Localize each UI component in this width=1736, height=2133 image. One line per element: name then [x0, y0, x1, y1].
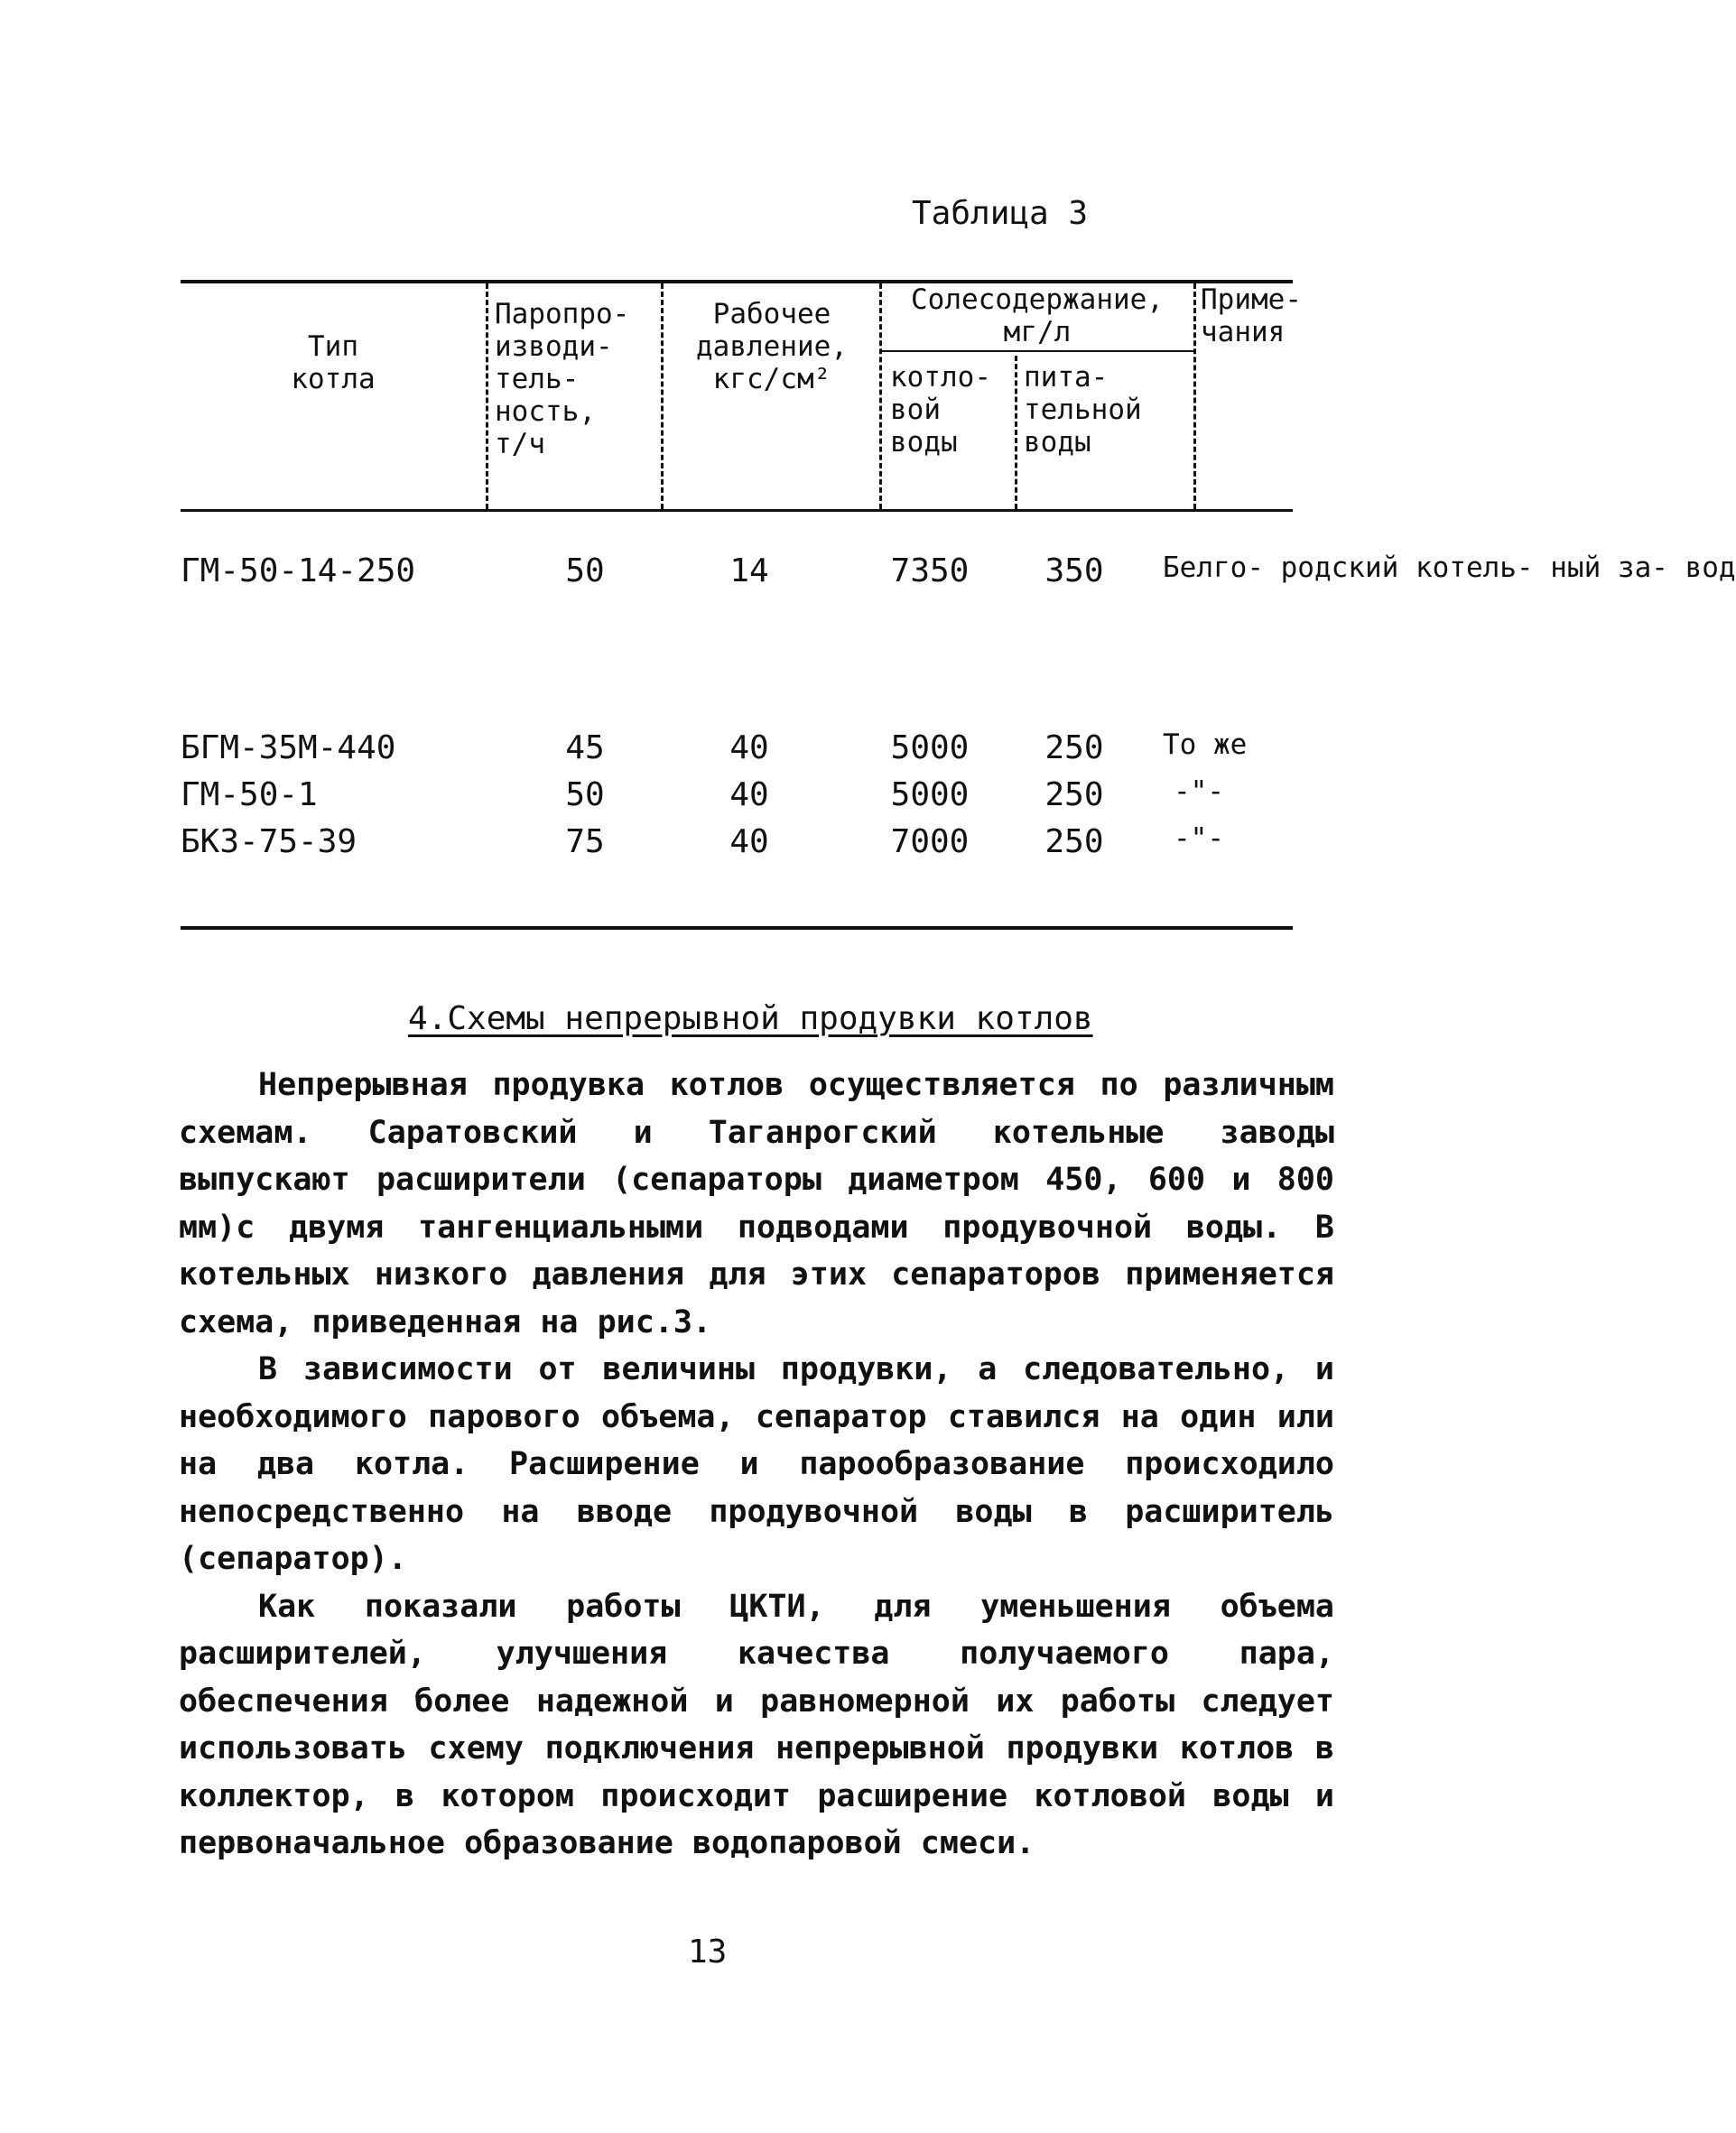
- cell-note: Белго- родский котель- ный за- вод: [1163, 552, 1736, 584]
- table-row: [181, 823, 1293, 865]
- cell-note: То же: [1163, 728, 1248, 761]
- cell-feed-water: 350: [1044, 552, 1104, 589]
- cell-boiler-water: 7350: [890, 552, 970, 589]
- col-separator: [661, 283, 664, 509]
- col-separator: [1015, 356, 1017, 509]
- cell-pressure: 14: [729, 552, 769, 589]
- paragraph: Непрерывная продувка котлов осуществляется по различным схемам. Саратовский и Таганрогский котельные заводы выпускают расширители (сепараторы диаметром 450, 600 и 800 мм)с двумя тангенциальными подводами продувочной воды. В котельных низкого давления для этих сепараторов применяется схема, приведенная на рис.3.: [179, 1067, 1334, 1340]
- header-salt-content: Солесодержание, мг/л: [911, 283, 1164, 348]
- cell-steam-output: 50: [565, 776, 605, 813]
- cell-note: -"-: [1174, 775, 1224, 808]
- body-text: [179, 1062, 1334, 1868]
- table-row: [181, 729, 1293, 771]
- cell-note: -"-: [1174, 822, 1224, 855]
- table-row: [181, 776, 1293, 818]
- cell-feed-water: 250: [1044, 729, 1104, 766]
- cell-feed-water: 250: [1044, 776, 1104, 813]
- cell-steam-output: 75: [565, 823, 605, 860]
- header-boiler-water: котло- вой воды: [890, 361, 991, 459]
- cell-steam-output: 45: [565, 729, 605, 766]
- subheader-rule: [881, 350, 1193, 352]
- cell-pressure: 40: [729, 776, 769, 813]
- header-type: Тип котла: [291, 330, 376, 395]
- header-pressure: Рабочее давление, кгс/см²: [696, 298, 848, 395]
- paragraph: Как показали работы ЦКТИ, для уменьшения объема расширителей, улучшения качества получаемого пара, обеспечения более надежной и равномерной их работы следует использовать схему подключения непрерывной продувки котлов в коллектор, в котором происходит расширение котловой воды и первоначальное образование водопаровой смеси.: [179, 1588, 1334, 1861]
- col-separator: [486, 283, 488, 509]
- cell-pressure: 40: [729, 729, 769, 766]
- header-steam-output: Паропро- изводи- тель- ность, т/ч: [495, 298, 630, 460]
- col-separator: [1193, 283, 1196, 509]
- cell-feed-water: 250: [1044, 823, 1104, 860]
- cell-boiler-water: 5000: [890, 729, 970, 766]
- paragraph: В зависимости от величины продувки, а следовательно, и необходимого парового объема, сепаратор ставился на один или на два котла. Расширение и парообразование происходило непосредственно на вводе продувочной воды в расширитель (сепаратор).: [179, 1351, 1334, 1577]
- header-bottom-rule: [181, 509, 1293, 512]
- cell-boiler-water: 5000: [890, 776, 970, 813]
- cell-type: ГМ-50-14-250: [181, 552, 416, 589]
- header-feed-water: пита- тельной воды: [1024, 361, 1142, 459]
- cell-pressure: 40: [729, 823, 769, 860]
- cell-type: БГМ-35М-440: [181, 729, 396, 766]
- table-row: [181, 552, 1736, 594]
- cell-type: БКЗ-75-39: [181, 823, 357, 860]
- section-title: 4.Схемы непрерывной продувки котлов: [408, 1000, 1093, 1037]
- table-bottom-rule: [181, 926, 1293, 930]
- table-label: Таблица 3: [912, 195, 1089, 232]
- cell-type: ГМ-50-1: [181, 776, 318, 813]
- cell-boiler-water: 7000: [890, 823, 970, 860]
- page-number: 13: [688, 1934, 728, 1971]
- header-note: Приме- чания: [1201, 283, 1302, 348]
- cell-steam-output: 50: [565, 552, 605, 589]
